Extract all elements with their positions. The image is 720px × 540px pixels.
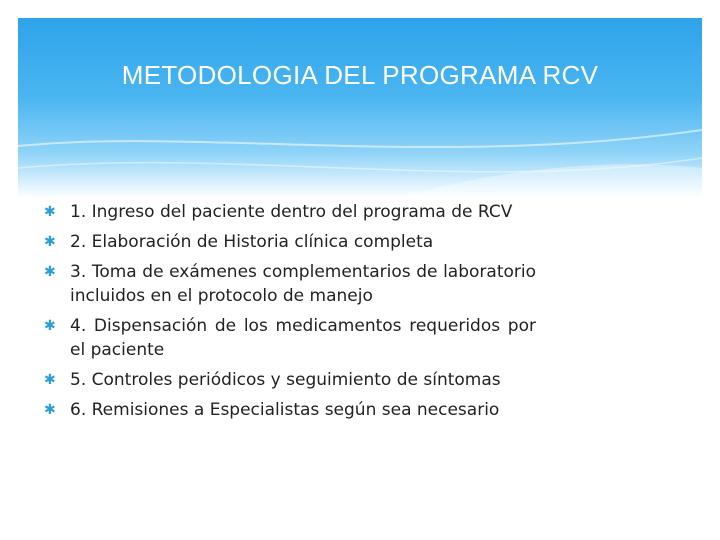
decorative-swoosh	[18, 18, 702, 198]
list-item-text: 2. Elaboración de Historia clínica completa	[70, 232, 434, 252]
asterisk-icon: ✱	[44, 318, 56, 334]
list-item	[44, 260, 536, 308]
asterisk-icon: ✱	[44, 264, 56, 280]
list-item-text: 5. Controles periódicos y seguimiento de síntomas	[70, 370, 501, 390]
list-item	[44, 230, 536, 254]
asterisk-icon: ✱	[44, 402, 56, 418]
list-item	[44, 200, 536, 224]
bullet-list	[44, 200, 536, 428]
list-item-text: 6. Remisiones a Especialistas según sea necesario	[70, 400, 500, 420]
asterisk-icon: ✱	[44, 204, 56, 220]
list-item	[44, 368, 536, 392]
list-item-text: 4. Dispensación de los medicamentos requeridos por el paciente	[70, 316, 536, 360]
asterisk-icon: ✱	[44, 234, 56, 250]
slide-title: METODOLOGIA DEL PROGRAMA RCV	[121, 60, 599, 90]
list-item-text: 3. Toma de exámenes complementarios de laboratorio incluidos en el protocolo de manejo	[70, 262, 536, 306]
list-item	[44, 398, 536, 422]
list-item-text: 1. Ingreso del paciente dentro del programa de RCV	[70, 202, 513, 222]
header-band	[18, 18, 702, 198]
list-item	[44, 314, 536, 362]
asterisk-icon: ✱	[44, 372, 56, 388]
